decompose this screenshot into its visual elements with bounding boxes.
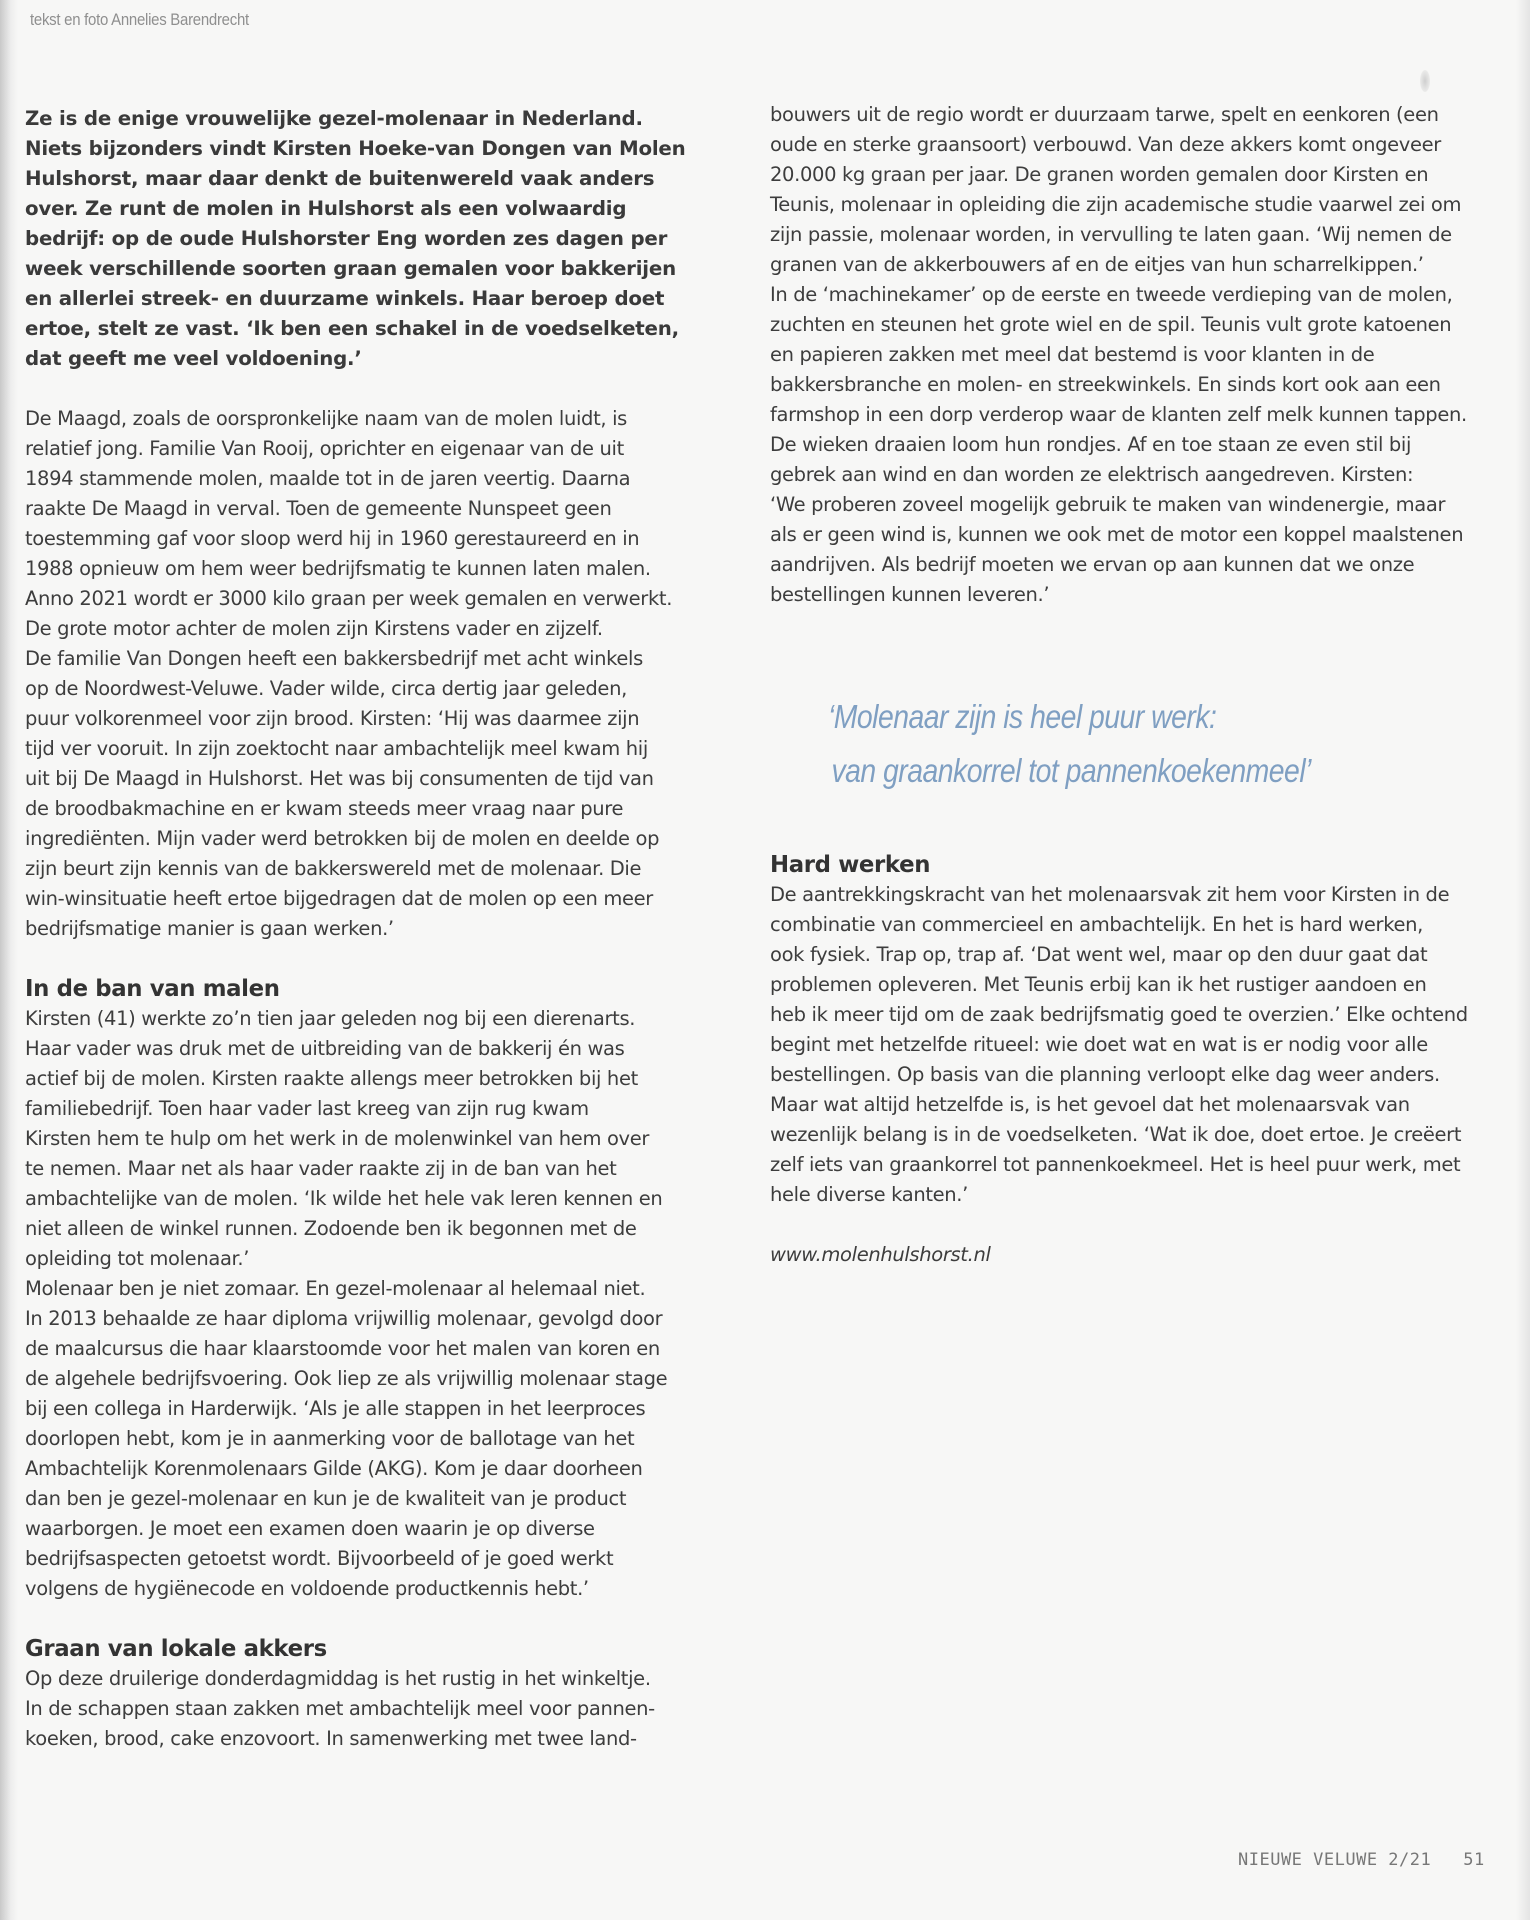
section-heading-ban-van-malen: In de ban van malen (25, 976, 280, 1002)
spacer (25, 944, 735, 974)
section-body-hard-werken: De aantrekkingskracht van het molenaarsvak zit hem voor Kirsten in de combinatie van commercieel en ambachtelijk. En het is hard werken, ook fysiek. Trap op, trap af. ‘Dat went wel, maar op den duur gaat dat problemen opleveren. Met Teunis erbij kan ik het rustiger aandoen en heb ik meer tijd om de zaak bedrijfsmatig goed te overzien.’ Elke ochtend begint met hetzelfde ritueel: wie doet wat en wat is er nodig voor alle bestellingen. Op basis van die planning verloopt elke dag weer anders. Maar wat altijd hetzelfde is, is het gevoel dat het molenaarsvak van wezenlijk belang is in de voedselketen. ‘Wat ik doe, doet ertoe. Je creëert zelf iets van graankorrel tot pannenkoekmeel. Het is heel puur werk, met hele diverse kanten.’ (770, 883, 1468, 1206)
spacer (25, 1604, 735, 1634)
website-link[interactable]: www.molenhulshorst.nl (770, 1243, 991, 1266)
page-number: 51 (1463, 1850, 1485, 1870)
author-credit: tekst en foto Annelies Barendrecht (30, 10, 249, 29)
section-body-ban-van-malen: Kirsten (41) werkte zo’n tien jaar geleden nog bij een dierenarts. Haar vader was druk met de uitbreiding van de bakkerij én was actief bij de molen. Kirsten raakte allengs meer betrokken bij het familiebedrijf. Toen haar vader last kreeg van zijn rug kwam Kirsten hem te hulp om het werk in de molenwinkel van hem over te nemen. Maar net als haar vader raakte zij in de ban van het ambachtelijke van de molen. ‘Ik wilde het hele vak leren kennen en niet alleen de winkel runnen. Zodoende ben ik begonnen met de opleiding tot molenaar.’ Molenaar ben je niet zomaar. En gezel-molenaar al helemaal niet. In 2013 behaalde ze haar diploma vrijwillig molenaar, gevolgd door de maalcursus die haar klaarstoomde voor het malen van koren en de algehele bedrijfsvoering. Ook liep ze als vrijwillig molenaar stage bij een collega in Harderwijk. ‘Als je alle stappen in het leerproces doorlopen hebt, kom je in aanmerking voor de ballotage van het Ambachtelijk Korenmolenaars Gilde (AKG). Kom je daar doorheen dan ben je gezel-molenaar en kun je de kwaliteit van je product waarborgen. Je moet een examen doen waarin je op diverse bedrijfsaspecten getoetst wordt. Bijvoorbeeld of je goed werkt volgens de hygiënecode en voldoende productkennis hebt.’ (25, 1007, 668, 1600)
section-body-lokale-akkers: Op deze druilerige donderdagmiddag is het rustig in het winkeltje. In de schappen staan zakken met ambachtelijk meel voor pannen- koeken, brood, cake enzovoort. In samenwerking met twee land- (25, 1667, 655, 1750)
spacer (770, 1210, 1520, 1240)
page-footer (1238, 1850, 1485, 1870)
print-smudge (1420, 70, 1430, 92)
pull-quote-line-2: van graankorrel tot pannenkoekenmeel’ (831, 752, 1311, 789)
continuation-paragraph: bouwers uit de regio wordt er duurzaam tarwe, spelt en eenkoren (een oude en sterke graansoort) verbouwd. Van deze akkers komt ongeveer 20.000 kg graan per jaar. De granen worden gemalen door Kirsten en Teunis, molenaar in opleiding die zijn academische studie vaarwel zei om zijn passie, molenaar worden, in vervulling te laten gaan. ‘Wij nemen de granen van de akkerbouwers af en de eitjes van hun scharrelkippen.’ In de ‘machinekamer’ op de eerste en tweede verdieping van de molen, zuchten en steunen het grote wiel en de spil. Teunis vult grote katoenen en papieren zakken met meel dat bestemd is voor klanten in de bakkersbranche en molen- en streekwinkels. En sinds kort ook aan een farmshop in een dorp verderop waar de klanten zelf melk kunnen tappen. De wieken draaien loom hun rondjes. Af en toe staan ze even stil bij gebrek aan wind en dan worden ze elektrisch aangedreven. Kirsten: ‘We proberen zoveel mogelijk gebruik te maken van windenergie, maar als er geen wind is, kunnen we ook met de motor een koppel maalstenen aandrijven. Als bedrijf moeten we ervan op aan kunnen dat we onze bestellingen kunnen leveren.’ (770, 103, 1467, 606)
intro-paragraph: De Maagd, zoals de oorspronkelijke naam van de molen luidt, is relatief jong. Familie Van Rooij, oprichter en eigenaar van de uit 1894 stammende molen, maalde tot in de jaren veertig. Daarna raakte De Maagd in verval. Toen de gemeente Nunspeet geen toestemming gaf voor sloop werd hij in 1960 gerestaureerd en in 1988 opnieuw om hem weer bedrijfsmatig te kunnen laten malen. Anno 2021 wordt er 3000 kilo graan per week gemalen en verwerkt. De grote motor achter de molen zijn Kirstens vader en zijzelf. De familie Van Dongen heeft een bakkersbedrijf met acht winkels op de Noordwest-Veluwe. Vader wilde, circa dertig jaar geleden, puur volkorenmeel voor zijn brood. Kirsten: ‘Hij was daarmee zijn tijd ver vooruit. In zijn zoektocht naar ambachtelijk meel kwam hij uit bij De Maagd in Hulshorst. Het was bij consumenten de tijd van de broodbakmachine en er kwam steeds meer vraag naar pure ingrediënten. Mijn vader werd betrokken bij de molen en deelde op zijn beurt zijn kennis van de bakkerswereld met de molenaar. Die win-winsituatie heeft ertoe bijgedragen dat de molen op een meer bedrijfsmatige manier is gaan werken.’ (25, 407, 673, 940)
page-gutter-shadow (0, 0, 18, 1920)
pull-quote-line-1: ‘Molenaar zijn is heel puur werk: (828, 698, 1217, 735)
section-heading-lokale-akkers: Graan van lokale akkers (25, 1636, 327, 1662)
right-column (770, 100, 1520, 1270)
spacer (25, 374, 735, 404)
pull-quote (828, 690, 1387, 798)
section-heading-hard-werken: Hard werken (770, 852, 931, 878)
magazine-issue: NIEUWE VELUWE 2/21 (1238, 1850, 1432, 1870)
left-column (25, 104, 735, 1754)
lead-paragraph: Ze is de enige vrouwelijke gezel-molenaar in Nederland. Niets bijzonders vindt Kirsten Hoeke-van Dongen van Molen Hulshorst, maar daar denkt de buitenwereld vaak anders over. Ze runt de molen in Hulshorst als een volwaardig bedrijf: op de oude Hulshorster Eng worden zes dagen per week verschillende soorten graan gemalen voor bakkerijen en allerlei streek- en duurzame winkels. Haar beroep doet ertoe, stelt ze vast. ‘Ik ben een schakel in de voedselketen, dat geeft me veel voldoening.’ (25, 107, 686, 370)
